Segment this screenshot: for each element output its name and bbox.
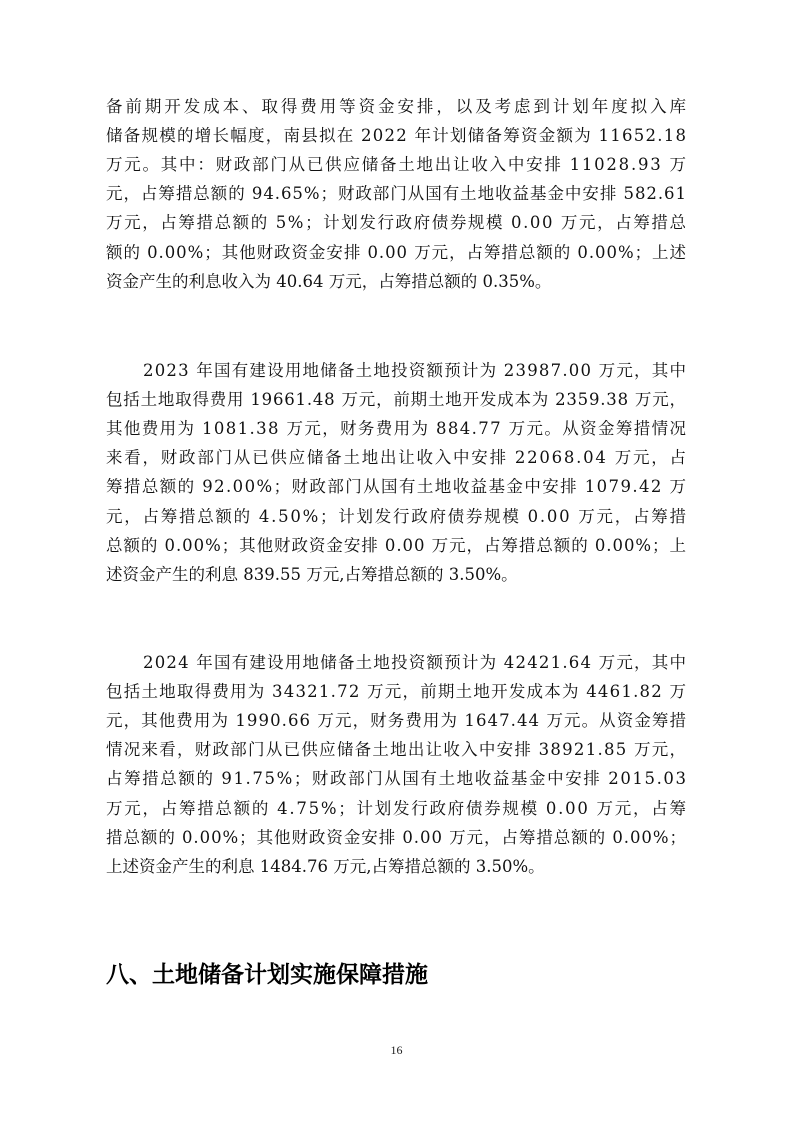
paragraph-line: 万元，占筹措总额的 4.75%；计划发行政府债券规模 0.00 万元，占筹 [106, 798, 688, 818]
paragraph-line: 其他费用为 1081.38 万元，财务费用为 884.77 万元。从资金筹措情况 [106, 419, 688, 439]
section-heading: 八、土地储备计划实施保障措施 [106, 962, 428, 988]
paragraph-line: 储备规模的增长幅度，南县拟在 2022 年计划储备筹资金额为 11652.18 [106, 126, 688, 146]
paragraph-line: 2024 年国有建设用地储备土地投资额预计为 42421.64 万元，其中 [143, 653, 688, 672]
paragraph-line: 元，占筹措总额的 94.65%；财政部门从国有土地收益基金中安排 582.61 [106, 184, 687, 204]
paragraph-line: 筹措总额的 92.00%；财政部门从国有土地收益基金中安排 1079.42 万 [106, 477, 688, 497]
paragraph-line: 包括土地取得费用为 34321.72 万元，前期土地开发成本为 4461.82 万 [106, 682, 688, 702]
paragraph-line: 万元，占筹措总额的 5%；计划发行政府债券规模 0.00 万元，占筹措总 [106, 213, 688, 233]
paragraph-line: 资金产生的利息收入为 40.64 万元，占筹措总额的 0.35%。 [106, 271, 552, 291]
paragraph-line: 备前期开发成本、取得费用等资金安排，以及考虑到计划年度拟入库 [106, 97, 689, 116]
paragraph-line: 万元。其中：财政部门从已供应储备土地出让收入中安排 11028.93 万 [106, 155, 688, 175]
paragraph-line: 元，其他费用为 1990.66 万元，财务费用为 1647.44 万元。从资金筹措 [106, 711, 688, 731]
paragraph-line: 包括土地取得费用 19661.48 万元，前期土地开发成本为 2359.38 万元， [106, 390, 687, 410]
paragraph-line: 措总额的 0.00%；其他财政资金安排 0.00 万元，占筹措总额的 0.00%； [106, 827, 687, 847]
paragraph-line: 述资金产生的利息 839.55 万元,占筹措总额的 3.50%。 [106, 564, 518, 584]
paragraph-line: 上述资金产生的利息 1484.76 万元,占筹措总额的 3.50%。 [106, 856, 545, 876]
paragraph-line: 2023 年国有建设用地储备土地投资额预计为 23987.00 万元，其中 [143, 361, 688, 380]
paragraph-line: 额的 0.00%；其他财政资金安排 0.00 万元，占筹措总额的 0.00%；上述 [106, 242, 687, 262]
paragraph-line: 来看，财政部门从已供应储备土地出让收入中安排 22068.04 万元，占 [106, 448, 688, 468]
paragraph-line: 总额的 0.00%；其他财政资金安排 0.00 万元，占筹措总额的 0.00%；上 [106, 535, 687, 555]
paragraph-line: 占筹措总额的 91.75%；财政部门从国有土地收益基金中安排 2015.03 [106, 769, 688, 789]
page-number: 16 [390, 1043, 403, 1057]
paragraph-line: 元，占筹措总额的 4.50%；计划发行政府债券规模 0.00 万元，占筹措 [106, 506, 688, 526]
paragraph-line: 情况来看，财政部门从已供应储备土地出让收入中安排 38921.85 万元， [106, 740, 688, 760]
